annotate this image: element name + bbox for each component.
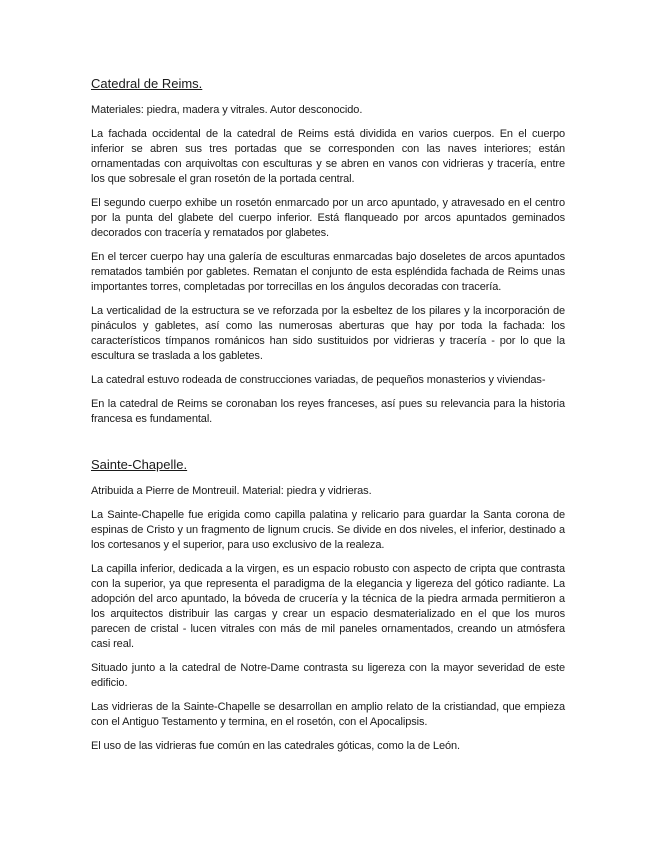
paragraph: La Sainte-Chapelle fue erigida como capilla palatina y relicario para guardar la Santa corona de espinas de Cristo y un fragmento de lignum crucis. Se divide en dos niveles, el inferior, destinado a los cortesanos y el superior, para uso exclusivo de la realeza. [91,509,565,551]
paragraph: La fachada occidental de la catedral de Reims está dividida en varios cuerpos. En el cuerpo inferior se abren sus tres portadas que se corresponden con las naves interiores; están ornamentadas con arquivoltas con esculturas y se abren en vanos con vidrieras y tracería, entre los que sobresale el gran rosetón de la portada central. [91,128,565,185]
paragraph: El segundo cuerpo exhibe un rosetón enmarcado por un arco apuntado, y atravesado en el centro por la punta del glabete del cuerpo inferior. Está flanqueado por arcos apuntados geminados decorados con tracería y rematados por glabetes. [91,197,565,239]
paragraph: Materiales: piedra, madera y vitrales. Autor desconocido. [91,104,363,116]
paragraph: La verticalidad de la estructura se ve reforzada por la esbeltez de los pilares y la incorporación de pináculos y gabletes, así como las numerosas aberturas que hay por toda la fachada: los característicos tímpanos románicos han sido sustituidos por vidrieras y tracería - por lo que la escultura se traslada a los gabletes. [91,305,565,362]
paragraph: Atribuida a Pierre de Montreuil. Material: piedra y vidrieras. [91,485,372,497]
paragraph: En la catedral de Reims se coronaban los reyes franceses, así pues su relevancia para la historia francesa es fundamental. [91,398,565,425]
section-sainte-chapelle [91,457,565,754]
paragraph: El uso de las vidrieras fue común en las catedrales góticas, como la de León. [91,740,460,752]
section-title: Catedral de Reims. [91,76,203,91]
paragraph: Las vidrieras de la Sainte-Chapelle se desarrollan en amplio relato de la cristiandad, que empieza con el Antiguo Testamento y termina, en el rosetón, con el Apocalipsis. [91,701,565,728]
document-body [91,76,565,763]
section-spacer [91,436,565,457]
paragraph: La capilla inferior, dedicada a la virgen, es un espacio robusto con aspecto de cripta que contrasta con la superior, ya que representa el paradigma de la elegancia y ligereza del gótico radiante. La adopción del arco apuntado, la bóveda de crucería y la técnica de la piedra armada permitieron a los arquitectos distribuir las cargas y crear un espacio desmaterializado en el que los muros parecen de cristal - lucen vitrales con más de mil paneles ornamentados, creando un atmósfera casi real. [91,563,565,650]
section-reims [91,76,565,427]
paragraph: En el tercer cuerpo hay una galería de esculturas enmarcadas bajo doseletes de arcos apuntados rematados también por gabletes. Rematan el conjunto de esta espléndida fachada de Reims unas importantes torres, completadas por torrecillas en los ángulos decoradas con tracería. [91,251,565,293]
paragraph: Situado junto a la catedral de Notre-Dame contrasta su ligereza con la mayor severidad de este edificio. [91,662,565,689]
section-title: Sainte-Chapelle. [91,457,188,472]
paragraph: La catedral estuvo rodeada de construcciones variadas, de pequeños monasterios y viviendas- [91,374,546,386]
